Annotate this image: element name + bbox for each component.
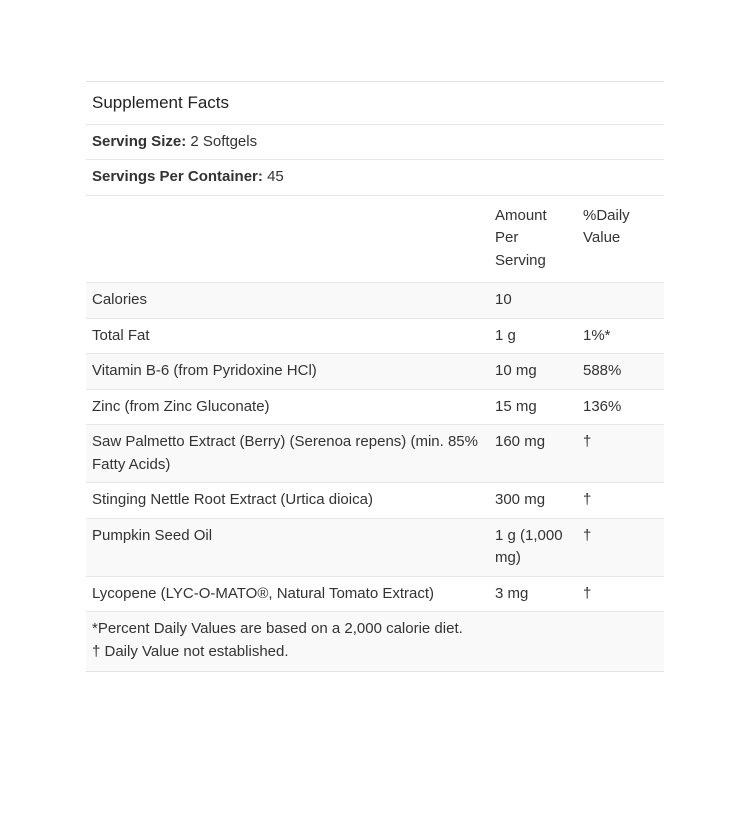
ingredient-daily-value: † [577, 425, 664, 483]
ingredient-daily-value: † [577, 576, 664, 612]
ingredient-daily-value [577, 283, 664, 319]
table-row [86, 425, 664, 483]
ingredient-name: Total Fat [86, 318, 489, 354]
ingredient-name: Zinc (from Zinc Gluconate) [86, 389, 489, 425]
footnote-daily-value-not-established: † Daily Value not established. [92, 642, 289, 660]
ingredient-amount: 1 g [489, 318, 577, 354]
ingredient-amount: 1 g (1,000 mg) [489, 518, 577, 576]
table-row [86, 354, 664, 390]
table-row [86, 283, 664, 319]
table-row [86, 483, 664, 519]
ingredient-amount: 160 mg [489, 425, 577, 483]
ingredient-daily-value: † [577, 518, 664, 576]
ingredient-name: Saw Palmetto Extract (Berry) (Serenoa repens) (min. 85% Fatty Acids) [86, 425, 489, 483]
ingredient-daily-value: 136% [577, 389, 664, 425]
table-row [86, 518, 664, 576]
footnotes-row [86, 612, 664, 672]
ingredient-daily-value: † [577, 483, 664, 519]
serving-size-value: 2 Softgels [190, 132, 258, 150]
serving-size-row [86, 124, 664, 160]
column-header-row [86, 195, 664, 283]
table-row [86, 576, 664, 612]
title-row [86, 82, 664, 125]
ingredient-amount: 3 mg [489, 576, 577, 612]
column-header-amount: Amount Per Serving [489, 195, 577, 283]
ingredient-daily-value: 1%* [577, 318, 664, 354]
ingredient-amount: 15 mg [489, 389, 577, 425]
table-row [86, 389, 664, 425]
servings-per-container-row [86, 160, 664, 196]
ingredient-name: Calories [86, 283, 489, 319]
ingredient-amount: 300 mg [489, 483, 577, 519]
supplement-facts-table [86, 81, 664, 672]
ingredient-name: Vitamin B-6 (from Pyridoxine HCl) [86, 354, 489, 390]
ingredient-amount: 10 mg [489, 354, 577, 390]
serving-size-label: Serving Size: [92, 132, 187, 150]
panel-title: Supplement Facts [92, 93, 230, 112]
servings-per-container-label: Servings Per Container: [92, 168, 263, 185]
table-row [86, 318, 664, 354]
ingredient-daily-value: 588% [577, 354, 664, 390]
ingredient-name: Pumpkin Seed Oil [86, 518, 489, 576]
ingredient-name: Stinging Nettle Root Extract (Urtica dioica) [86, 483, 489, 519]
servings-per-container-value: 45 [267, 168, 284, 185]
ingredient-name: Lycopene (LYC-O-MATO®, Natural Tomato Extract) [86, 576, 489, 612]
supplement-facts-panel [86, 81, 664, 672]
column-header-ingredient [86, 195, 489, 283]
ingredient-amount: 10 [489, 283, 577, 319]
column-header-daily-value: %Daily Value [577, 195, 664, 283]
footnote-percent-daily-value: *Percent Daily Values are based on a 2,000 calorie diet. [92, 620, 463, 637]
